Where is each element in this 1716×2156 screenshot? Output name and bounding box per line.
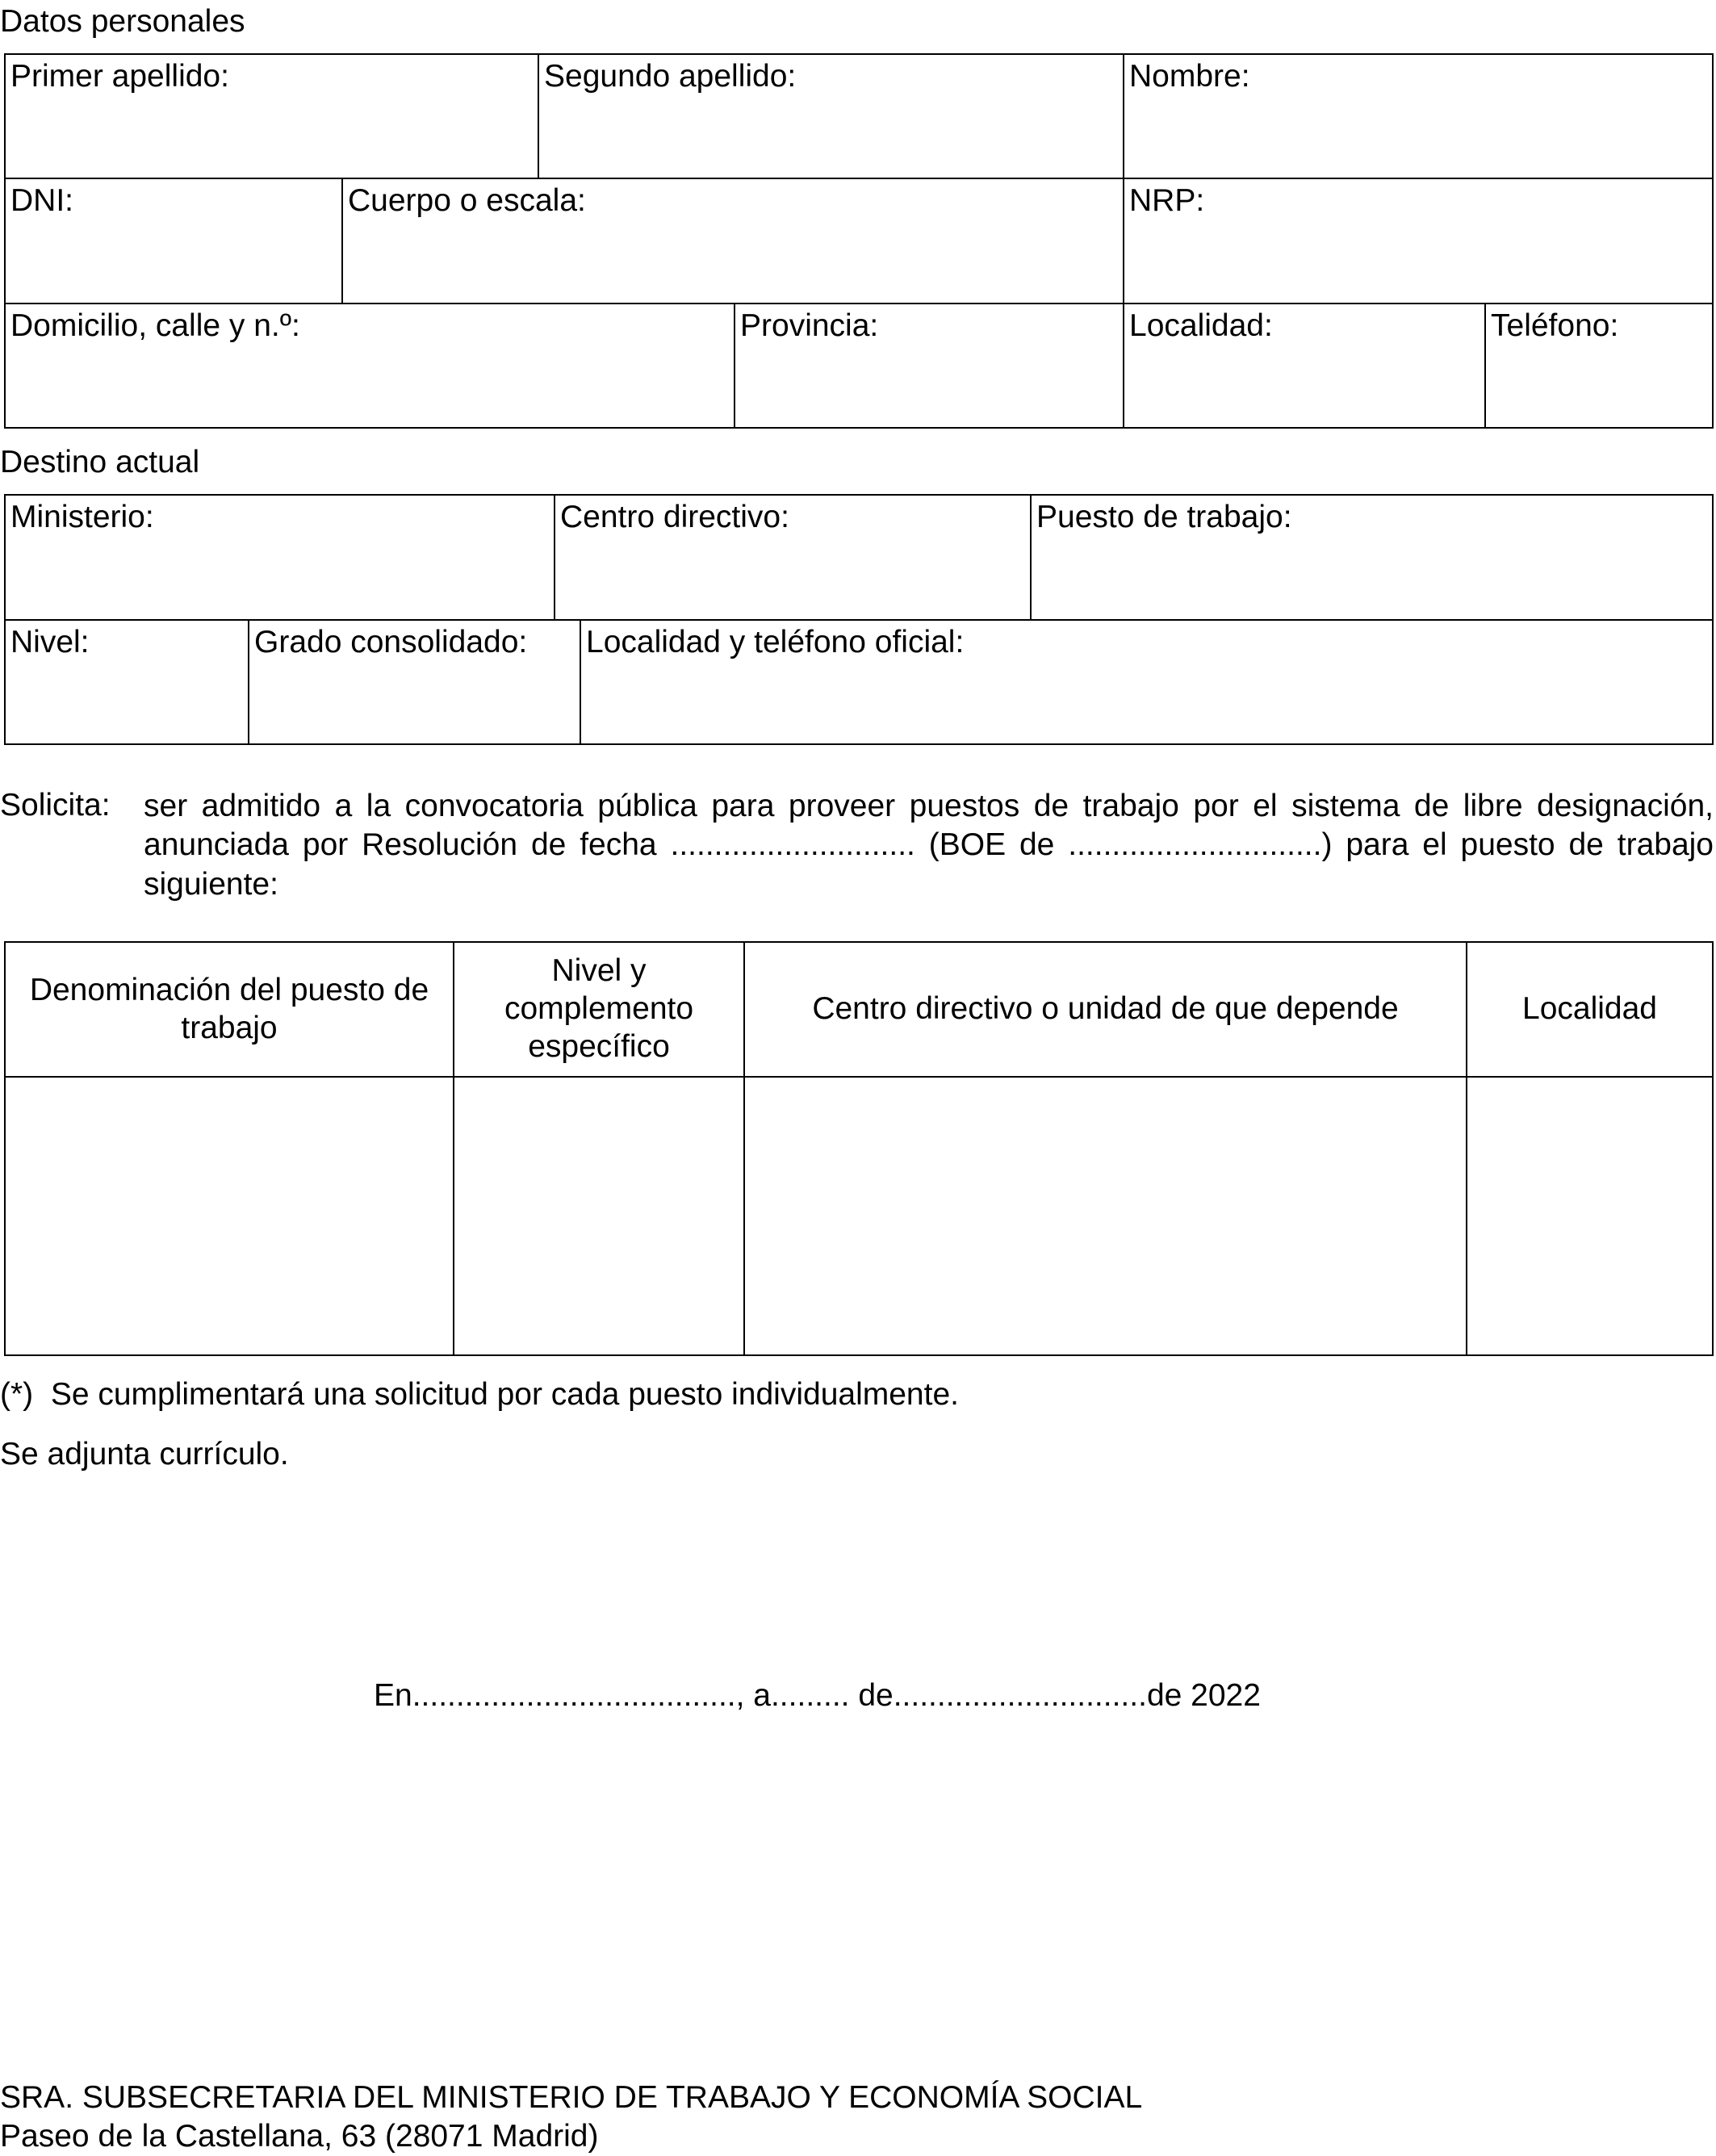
positions-header-row	[5, 942, 1713, 1077]
ministerio-label: Ministerio:	[10, 500, 154, 534]
personal-data-row-1	[4, 53, 1714, 179]
positions-entry-row	[5, 1077, 1713, 1355]
attachment-note: Se adjunta currículo.	[0, 1437, 289, 1472]
destino-row-1	[4, 494, 1714, 621]
centro-directivo-label: Centro directivo:	[560, 500, 789, 534]
localidad-label: Localidad:	[1129, 308, 1273, 343]
domicilio-field[interactable]	[5, 304, 735, 428]
telefono-label: Teléfono:	[1491, 308, 1619, 343]
provincia-field[interactable]	[735, 304, 1124, 428]
personal-data-row-3	[4, 303, 1714, 429]
addressee-line-1: SRA. SUBSECRETARIA DEL MINISTERIO DE TRABAJO Y ECONOMÍA SOCIAL	[0, 2080, 1143, 2115]
provincia-label: Provincia:	[740, 308, 879, 343]
cuerpo-field[interactable]	[342, 178, 1124, 304]
centro-directivo-field[interactable]	[555, 495, 1031, 620]
nivel-label: Nivel:	[10, 625, 90, 659]
ministerio-field[interactable]	[5, 495, 555, 620]
primer-apellido-field[interactable]	[5, 54, 538, 178]
denominacion-cell[interactable]	[5, 1077, 454, 1355]
addressee-line-2: Paseo de la Castellana, 63 (28071 Madrid)	[0, 2119, 599, 2154]
localidad-telefono-oficial-label: Localidad y teléfono oficial:	[586, 625, 965, 659]
localidad-field[interactable]	[1124, 304, 1485, 428]
footnote: (*) Se cumplimentará una solicitud por cada puesto individualmente.	[0, 1377, 959, 1412]
positions-table	[4, 941, 1714, 1356]
header-denominacion: Denominación del puesto de trabajo	[5, 942, 454, 1077]
destino-row-2	[4, 619, 1714, 745]
header-localidad: Localidad	[1467, 942, 1713, 1077]
primer-apellido-label: Primer apellido:	[10, 59, 229, 94]
puesto-trabajo-label: Puesto de trabajo:	[1036, 500, 1292, 534]
solicita-label: Solicita:	[0, 788, 111, 823]
nrp-label: NRP:	[1129, 183, 1205, 218]
signature-date-line: En....................................., a......... de.............................de 2022	[374, 1678, 1261, 1713]
nivel-field[interactable]	[5, 620, 249, 744]
segundo-apellido-field[interactable]	[538, 54, 1124, 178]
puesto-trabajo-field[interactable]	[1031, 495, 1713, 620]
nombre-field[interactable]	[1124, 54, 1713, 178]
destino-actual-title: Destino actual	[0, 445, 200, 479]
nrp-field[interactable]	[1124, 178, 1713, 304]
nivel-complemento-cell[interactable]	[454, 1077, 744, 1355]
header-nivel-complemento: Nivel y complemento específico	[454, 942, 744, 1077]
grado-consolidado-label: Grado consolidado:	[254, 625, 528, 659]
nombre-label: Nombre:	[1129, 59, 1250, 94]
centro-directivo-cell[interactable]	[744, 1077, 1467, 1355]
grado-consolidado-field[interactable]	[249, 620, 580, 744]
telefono-field[interactable]	[1485, 304, 1713, 428]
personal-data-row-2	[4, 178, 1714, 304]
solicita-text: ser admitido a la convocatoria pública para proveer puestos de trabajo por el sistema de libre designación, anunciada por Resolución de fecha ............................ (BOE de .............................) para el puesto de trabajo siguiente:	[144, 789, 1714, 902]
localidad-cell[interactable]	[1467, 1077, 1713, 1355]
cuerpo-label: Cuerpo o escala:	[348, 183, 586, 218]
domicilio-label: Domicilio, calle y n.º:	[10, 308, 300, 343]
personal-data-title: Datos personales	[0, 4, 245, 39]
dni-label: DNI:	[10, 183, 73, 218]
dni-field[interactable]	[5, 178, 342, 304]
segundo-apellido-label: Segundo apellido:	[544, 59, 797, 94]
header-centro-directivo: Centro directivo o unidad de que depende	[744, 942, 1467, 1077]
localidad-telefono-oficial-field[interactable]	[580, 620, 1713, 744]
